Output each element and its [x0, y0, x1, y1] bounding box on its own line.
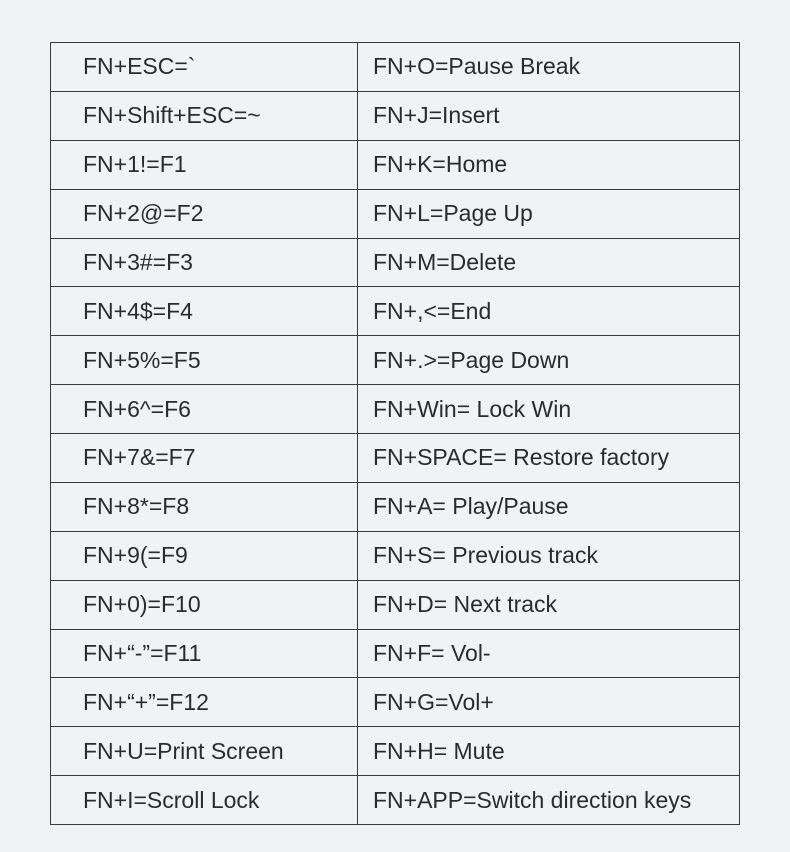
table-row [51, 727, 740, 776]
shortcut-cell: FN+A= Play/Pause [358, 482, 740, 531]
shortcut-cell: FN+Shift+ESC=~ [51, 91, 358, 140]
shortcut-cell: FN+.>=Page Down [358, 336, 740, 385]
shortcut-table [50, 42, 740, 825]
shortcut-cell: FN+7&=F7 [51, 434, 358, 483]
table-row [51, 531, 740, 580]
table-row [51, 580, 740, 629]
shortcut-cell: FN+H= Mute [358, 727, 740, 776]
shortcut-cell: FN+“-”=F11 [51, 629, 358, 678]
shortcut-cell: FN+SPACE= Restore factory [358, 434, 740, 483]
shortcut-cell: FN+0)=F10 [51, 580, 358, 629]
shortcut-cell: FN+,<=End [358, 287, 740, 336]
table-row [51, 385, 740, 434]
shortcut-cell: FN+G=Vol+ [358, 678, 740, 727]
table-row [51, 336, 740, 385]
shortcut-cell: FN+2@=F2 [51, 189, 358, 238]
table-row [51, 189, 740, 238]
table-row [51, 238, 740, 287]
shortcut-cell: FN+L=Page Up [358, 189, 740, 238]
shortcut-cell: FN+9(=F9 [51, 531, 358, 580]
shortcut-cell: FN+Win= Lock Win [358, 385, 740, 434]
shortcut-cell: FN+F= Vol- [358, 629, 740, 678]
shortcut-cell: FN+K=Home [358, 140, 740, 189]
shortcut-cell: FN+ESC=` [51, 43, 358, 92]
table-row [51, 629, 740, 678]
table-row [51, 43, 740, 92]
shortcut-cell: FN+APP=Switch direction keys [358, 776, 740, 825]
shortcut-cell: FN+4$=F4 [51, 287, 358, 336]
shortcut-cell: FN+6^=F6 [51, 385, 358, 434]
shortcut-cell: FN+O=Pause Break [358, 43, 740, 92]
shortcut-cell: FN+8*=F8 [51, 482, 358, 531]
shortcut-cell: FN+U=Print Screen [51, 727, 358, 776]
table-row [51, 287, 740, 336]
shortcut-cell: FN+D= Next track [358, 580, 740, 629]
table-row [51, 140, 740, 189]
table-row [51, 434, 740, 483]
shortcut-cell: FN+J=Insert [358, 91, 740, 140]
shortcut-cell: FN+I=Scroll Lock [51, 776, 358, 825]
table-row [51, 776, 740, 825]
shortcut-cell: FN+M=Delete [358, 238, 740, 287]
shortcut-cell: FN+S= Previous track [358, 531, 740, 580]
table-row [51, 678, 740, 727]
table-row [51, 482, 740, 531]
shortcut-cell: FN+5%=F5 [51, 336, 358, 385]
shortcut-cell: FN+3#=F3 [51, 238, 358, 287]
shortcut-cell: FN+“+”=F12 [51, 678, 358, 727]
table-row [51, 91, 740, 140]
shortcut-cell: FN+1!=F1 [51, 140, 358, 189]
